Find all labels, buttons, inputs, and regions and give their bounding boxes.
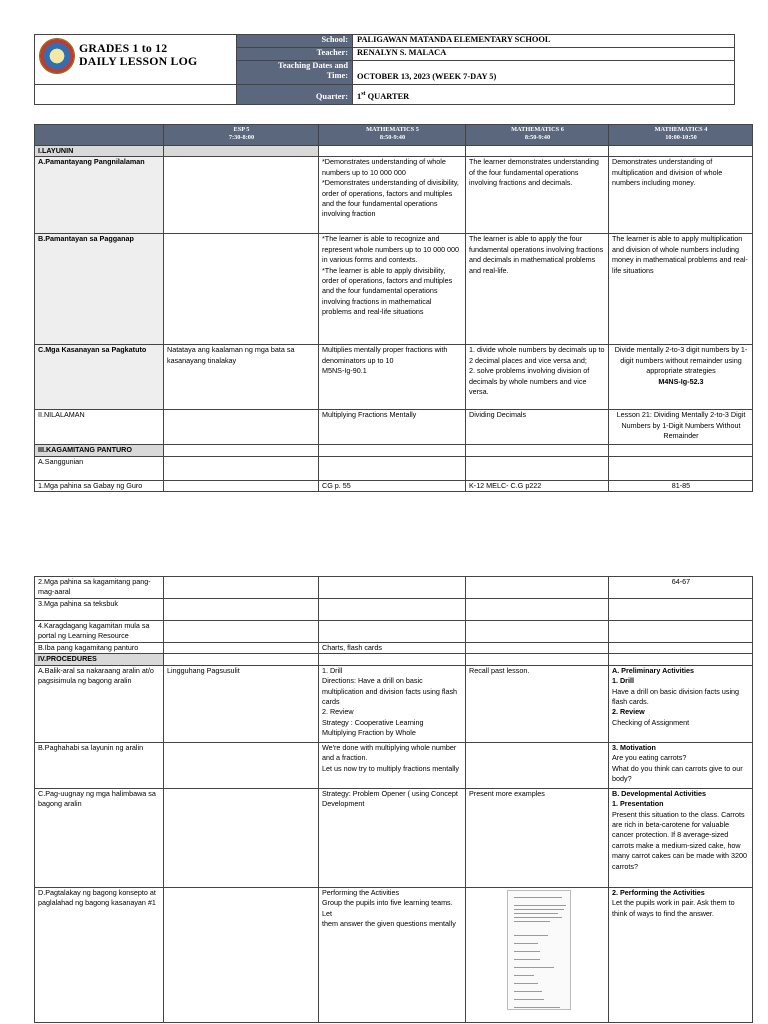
table-cell: Performing the Activities Group the pupils into five learning teams. Let them answer the given questions mentally [319, 887, 466, 1022]
section-title: III.KAGAMITANG PANTURO [35, 445, 164, 456]
table-cell: Dividing Decimals [466, 410, 609, 445]
section-cell [164, 654, 319, 665]
cell-heading: 2. Review [612, 707, 645, 717]
col-header-math5 [319, 125, 466, 146]
title-line2: DAILY LESSON LOG [79, 53, 198, 68]
table-row [35, 234, 753, 345]
table-cell: Lesson 21: Dividing Mentally 2-to-3 Digit Numbers by 1-Digit Numbers Without Remainder [609, 410, 753, 445]
cell-heading: B. Developmental Activities [612, 788, 706, 798]
table-row [35, 788, 753, 887]
col-header-math4 [609, 125, 753, 146]
dates-label-line1: Teaching Dates and [278, 61, 348, 70]
table-cell: 81-85 [609, 480, 753, 491]
cell-text: Have a drill on basic division facts using flash cards. [612, 686, 740, 707]
table-cell: Present more examples [466, 788, 609, 887]
logo-cell [35, 35, 237, 85]
section-cell [319, 146, 466, 157]
quarter-num: 1 [357, 92, 362, 101]
quarter-label: Quarter: [237, 85, 353, 105]
table-cell [164, 234, 319, 345]
table-row [35, 599, 753, 621]
cell-text: Checking of Assignment [612, 717, 690, 727]
table-cell: Lingguhang Pagsusulit [164, 665, 319, 742]
col-subject: MATHEMATICS 6 [511, 126, 564, 133]
row-label: 2.Mga pahina sa kagamitang pang-mag-aaral [35, 577, 164, 599]
section-row-kagamitan [35, 445, 753, 456]
table-cell: Multiplying Fractions Mentally [319, 410, 466, 445]
table-cell [164, 621, 319, 643]
table-cell [164, 456, 319, 480]
table-cell: 1. divide whole numbers by decimals up to 2 decimal places and vice versa and; 2. solve problems involving division of decimals by whole numbers and vice versa. [466, 345, 609, 410]
table-cell [466, 577, 609, 599]
table-cell [164, 742, 319, 788]
section-cell [466, 654, 609, 665]
col-subject: MATHEMATICS 5 [366, 126, 419, 133]
section-cell [466, 445, 609, 456]
table-cell: The learner is able to apply multiplication and division of whole numbers including money in mathematical problems and real-life situations [609, 234, 753, 345]
table-cell [609, 788, 753, 887]
table-cell: Strategy: Problem Opener ( using Concept Development [319, 788, 466, 887]
lesson-table-page2 [34, 576, 753, 1023]
row-label: A.Balik-aral sa nakaraang aralin at/o pagsisimula ng bagong aralin [35, 665, 164, 742]
section-title: IV.PROCEDURES [35, 654, 164, 665]
table-row [35, 456, 753, 480]
section-cell [609, 146, 753, 157]
table-cell [164, 157, 319, 234]
cell-heading: A. Preliminary Activities [612, 665, 695, 675]
row-label: B.Pamantayan sa Pagganap [35, 234, 164, 345]
table-cell [466, 887, 609, 1022]
school-label: School: [237, 35, 353, 48]
table-row [35, 577, 753, 599]
row-label: B.Paghahabi sa layunin ng aralin [35, 742, 164, 788]
table-cell: We're done with multiplying whole number and a fraction. Let us now try to multiply fractions mentally [319, 742, 466, 788]
dll-header [34, 34, 735, 105]
row-label: 1.Mga pahina sa Gabay ng Guro [35, 480, 164, 491]
col-subject: MATHEMATICS 4 [654, 126, 708, 133]
table-cell [164, 480, 319, 491]
table-cell: Demonstrates understanding of multiplication and division of whole numbers including money. [609, 157, 753, 234]
table-cell [609, 456, 753, 480]
quarter-text: QUARTER [365, 92, 410, 101]
table-cell [164, 643, 319, 654]
section-cell [319, 445, 466, 456]
col-time: 8:50-9:40 [524, 133, 551, 141]
table-row [35, 410, 753, 445]
row-label: B.Iba pang kagamitang panturo [35, 643, 164, 654]
table-cell [164, 599, 319, 621]
row-label: D.Pagtalakay ng bagong konsepto at paglalahad ng bagong kasanayan #1 [35, 887, 164, 1022]
col-subject: ESP 5 [233, 126, 250, 133]
table-cell [609, 621, 753, 643]
table-row [35, 621, 753, 643]
row-label: A.Pamantayang Pangnilalaman [35, 157, 164, 234]
dates-value: OCTOBER 13, 2023 (WEEK 7-DAY 5) [353, 61, 735, 85]
cell-heading: 3. Motivation [612, 742, 656, 752]
dates-label-line2: Time: [326, 71, 348, 80]
table-cell: Recall past lesson. [466, 665, 609, 742]
table-cell [466, 643, 609, 654]
table-row [35, 887, 753, 1022]
table-cell: The learner demonstrates understanding of the four fundamental operations involving fractions and decimals. [466, 157, 609, 234]
col-time: 7:30-8:00 [228, 133, 255, 141]
header-blank-cell [35, 85, 237, 105]
table-cell [164, 410, 319, 445]
column-header-row [35, 125, 753, 146]
table-cell: *The learner is able to recognize and represent whole numbers up to 10 000 000 in various forms and contexts. *The learner is able to apply divisibility, order of operations, factors and multiples and the four fundamental operations involving fractions in mathematical problems and real-life situations [319, 234, 466, 345]
table-cell [164, 887, 319, 1022]
table-cell [319, 599, 466, 621]
long-division-worksheet-image [507, 890, 571, 1010]
table-cell [164, 577, 319, 599]
cell-heading: 2. Performing the Activities [612, 887, 705, 897]
section-cell [164, 146, 319, 157]
cell-text: Present this situation to the class. Carrots are rich in beta-carotene for valuable cancer protection. If 8 average-sized carrots make a medium-sized cake, how many carrot cakes can be made with 3200 carrots? [612, 809, 748, 871]
table-cell [609, 643, 753, 654]
title-line1: GRADES 1 to 12 [79, 41, 168, 55]
table-row [35, 157, 753, 234]
table-cell: The learner is able to apply the four fundamental operations involving fractions and decimals in mathematical problems and real-life. [466, 234, 609, 345]
table-cell [466, 599, 609, 621]
table-row [35, 665, 753, 742]
table-cell [319, 577, 466, 599]
table-cell [319, 456, 466, 480]
table-row [35, 643, 753, 654]
row-label: 3.Mga pahina sa teksbuk [35, 599, 164, 621]
section-cell [466, 146, 609, 157]
table-cell: 1. Drill Directions: Have a drill on basic multiplication and division facts using flash cards 2. Review Strategy : Cooperative Learning Multiplying Fraction by Whole [319, 665, 466, 742]
table-cell [319, 621, 466, 643]
section-cell [164, 445, 319, 456]
row-label: C.Mga Kasanayan sa Pagkatuto [35, 345, 164, 410]
section-title: I.LAYUNIN [35, 146, 164, 157]
dll-title [79, 42, 197, 67]
header-empty-cell [35, 125, 164, 146]
row-label: A.Sanggunian [35, 456, 164, 480]
row-label: 4.Karagdagang kagamitan mula sa portal ng Learning Resource [35, 621, 164, 643]
table-cell [466, 456, 609, 480]
lesson-table-page1 [34, 124, 753, 492]
table-row [35, 480, 753, 491]
dates-label [237, 61, 353, 85]
col-header-math6 [466, 125, 609, 146]
section-cell [319, 654, 466, 665]
table-cell: CG p. 55 [319, 480, 466, 491]
table-cell: K-12 MELC- C.G p222 [466, 480, 609, 491]
table-cell [609, 742, 753, 788]
quarter-value [353, 85, 735, 105]
deped-seal-icon [39, 38, 75, 74]
table-cell: Multiplies mentally proper fractions with denominators up to 10 M5NS-Ig-90.1 [319, 345, 466, 410]
table-cell: 64-67 [609, 577, 753, 599]
teacher-value: RENALYN S. MALACA [353, 48, 735, 61]
cell-heading: 1. Drill [612, 676, 634, 686]
section-cell [609, 654, 753, 665]
table-row [35, 742, 753, 788]
table-cell [609, 665, 753, 742]
section-cell [609, 445, 753, 456]
table-cell [609, 599, 753, 621]
table-cell [609, 345, 753, 410]
table-cell [466, 621, 609, 643]
table-cell: Natataya ang kaalaman ng mga bata sa kasanayang tinalakay [164, 345, 319, 410]
table-cell: *Demonstrates understanding of whole numbers up to 10 000 000 *Demonstrates understanding of divisibility, order of operations, factors and multiples and the four fundamental operations involving fraction [319, 157, 466, 234]
table-cell [609, 887, 753, 1022]
col-time: 10:00-10:50 [665, 133, 697, 141]
quarter-sup: st [361, 91, 366, 98]
col-header-esp5 [164, 125, 319, 146]
school-value: PALIGAWAN MATANDA ELEMENTARY SCHOOL [353, 35, 735, 48]
table-cell [164, 788, 319, 887]
cell-text: Are you eating carrots? What do you think can carrots give to our body? [612, 753, 743, 784]
section-row-procedures [35, 654, 753, 665]
row-label: II.NILALAMAN [35, 410, 164, 445]
col-time: 8:50-9:40 [379, 133, 406, 141]
table-cell: Charts, flash cards [319, 643, 466, 654]
cell-code: M4NS-Ig-52.3 [658, 376, 704, 386]
cell-text: Let the pupils work in pair. Ask them to think of ways to find the answer. [612, 898, 735, 918]
cell-heading: 1. Presentation [612, 799, 664, 809]
teacher-label: Teacher: [237, 48, 353, 61]
table-row [35, 345, 753, 410]
row-label: C.Pag-uugnay ng mga halimbawa sa bagong aralin [35, 788, 164, 887]
section-row-layunin [35, 146, 753, 157]
table-cell [466, 742, 609, 788]
cell-text: Divide mentally 2-to-3 digit numbers by 1-digit numbers without remainder using appropriate strategies [614, 345, 748, 376]
